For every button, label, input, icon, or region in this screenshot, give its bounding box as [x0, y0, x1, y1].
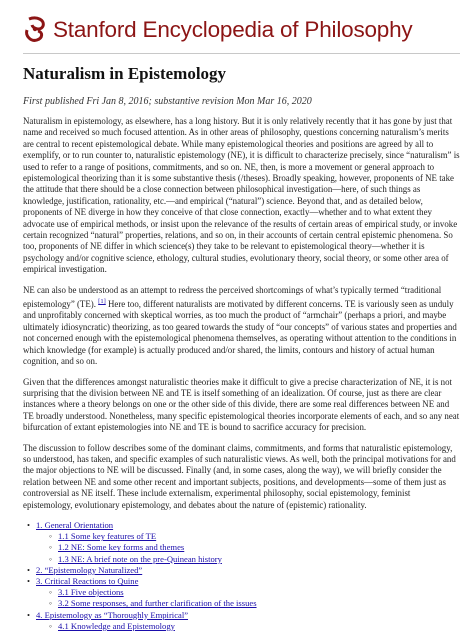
bullet-icon: ◦ — [49, 620, 53, 631]
toc-item — [27, 598, 460, 609]
toc-item — [27, 587, 460, 598]
bullet-icon: • — [27, 519, 31, 530]
toc-item — [27, 554, 460, 565]
footnote-link[interactable]: [1] — [98, 298, 106, 306]
bullet-icon: • — [27, 575, 31, 586]
bullet-icon: ◦ — [49, 542, 53, 553]
table-of-contents — [23, 520, 460, 632]
bullet-icon: ◦ — [49, 587, 53, 598]
toc-item — [27, 565, 460, 576]
header-divider — [23, 53, 460, 54]
paragraph-2-text-a: NE can also be understood as an attempt to redress the perceived shortcomings of what’s typically termed “traditional epistemology” (TE). — [23, 284, 442, 310]
bullet-icon: ◦ — [49, 553, 53, 564]
paragraph-1: Naturalism in epistemology, as elsewhere, has a long history. But it is only relatively recently that it has gone by just that name and received so much focused attention. As in other areas of philosophy, questions concerning naturalism’s merits are central to recent epistemological debate. While many epistemological theories and positions are agreed by all to exemplify, or to run counter to, naturalistic epistemology (NE), it is difficult to characterize precisely, since “naturalism” is used to refer to a range of positions, commitments, and so on. NE, then, is more a movement or general approach to epistemological theorizing than it is some substantive thesis (/theses). Broadly speaking, however, proponents of NE take the attitude that there should be a close connection between philosophical investigation—here, of such things as knowledge, justification, rationality, etc.—and empirical (“natural”) science. Beyond that, and as detailed below, proponents of NE diverge in how they conceive of that close connection, exactly—whether and to what extent they advocate use of empirical methods, or insist upon the relevance of the results of certain areas of empirical study, or invoke certain recognized “natural” properties, relations, and so on, in their accounts of certain central epistemic phenomena. So too, proponents of NE differ in which science(s) they take to be relevant to epistemological theory—whether it is psychology and/or cognitive science, ethology, cultural studies, evolutionary theory, social theory, or some other area of empirical investigation. — [23, 116, 460, 275]
toc-item — [27, 531, 460, 542]
toc-item — [27, 610, 460, 621]
site-header — [23, 11, 460, 49]
toc-item — [27, 520, 460, 531]
site-title[interactable]: Stanford Encyclopedia of Philosophy — [53, 17, 413, 42]
sep-seal-icon[interactable] — [23, 16, 47, 44]
paragraph-4: The discussion to follow describes some of the dominant claims, commitments, and forms that naturalistic epistemology, so understood, has taken, and specific examples of such naturalistic views. As well, both the principal motivations for and the major objections to NE will be discussed. Finally (and, in some cases, along the way), we will briefly consider the relation between NE and some other recent and important subjects, positions, and developments—some of them just as controversial as NE itself. These include externalism, experimental philosophy, social epistemology, feminist epistemology, evolutionary epistemology, and debates about the nature of (epistemic) rationality. — [23, 442, 456, 510]
toc-link[interactable]: 1.1 Some key features of TE — [58, 531, 157, 542]
bullet-icon: ◦ — [49, 598, 53, 609]
toc-link[interactable]: 1.2 NE: Some key forms and themes — [58, 542, 185, 553]
toc-link[interactable]: 2. “Epistemology Naturalized” — [36, 564, 143, 575]
toc-item — [27, 621, 460, 632]
paragraph-2 — [23, 285, 460, 368]
toc-link[interactable]: 3.1 Five objections — [58, 587, 124, 598]
bullet-icon: • — [27, 609, 31, 620]
bullet-icon: • — [27, 564, 31, 575]
paragraph-3: Given that the differences amongst naturalistic theories make it difficult to give a precise characterization of NE, it is not surprising that the division between NE and TE is itself something of an idealization. Of course, just as there are clear instances where a theory belongs on one or the other side of this divide, there are some real differences between NE and TE broadly understood. Nonetheless, many specific epistemological theories incorporate elements of each, and so any neat bifurcation of extant epistemologies into NE and TE is bound to sacrifice accuracy for precision. — [23, 376, 460, 433]
toc-link[interactable]: 3.2 Some responses, and further clarification of the issues — [58, 598, 257, 609]
toc-link[interactable]: 1. General Orientation — [36, 519, 114, 530]
article-title: Naturalism in Epistemology — [23, 64, 227, 83]
toc-link[interactable]: 4. Epistemology as “Thoroughly Empirical” — [36, 609, 189, 620]
bullet-icon: ◦ — [49, 531, 53, 542]
paragraph-2-text-b: Here too, different naturalists are motivated by different concerns. TE is variously seen as unduly and unprofitably concerned with skeptical worries, as too much the product of “armchair” (perhaps a priori, and maybe ultimately idiosyncratic) theorizing, as too geared towards the study of “our concepts” of various states and properties and not concerned enough with the epistemological phenomena themselves, as operating without attention to the conditions in which knowledge (for example) is actually produced and/or shared, the limits, contours and history of actual human cognition, and so on. — [23, 299, 457, 367]
toc-item — [27, 576, 460, 587]
toc-link[interactable]: 1.3 NE: A brief note on the pre-Quinean history — [58, 553, 222, 564]
toc-link[interactable]: 4.1 Knowledge and Epistemology — [58, 620, 175, 631]
article-page — [0, 11, 474, 643]
toc-item — [27, 542, 460, 553]
publication-info: First published Fri Jan 8, 2016; substantive revision Mon Mar 16, 2020 — [23, 96, 312, 107]
toc-link[interactable]: 3. Critical Reactions to Quine — [36, 575, 139, 586]
